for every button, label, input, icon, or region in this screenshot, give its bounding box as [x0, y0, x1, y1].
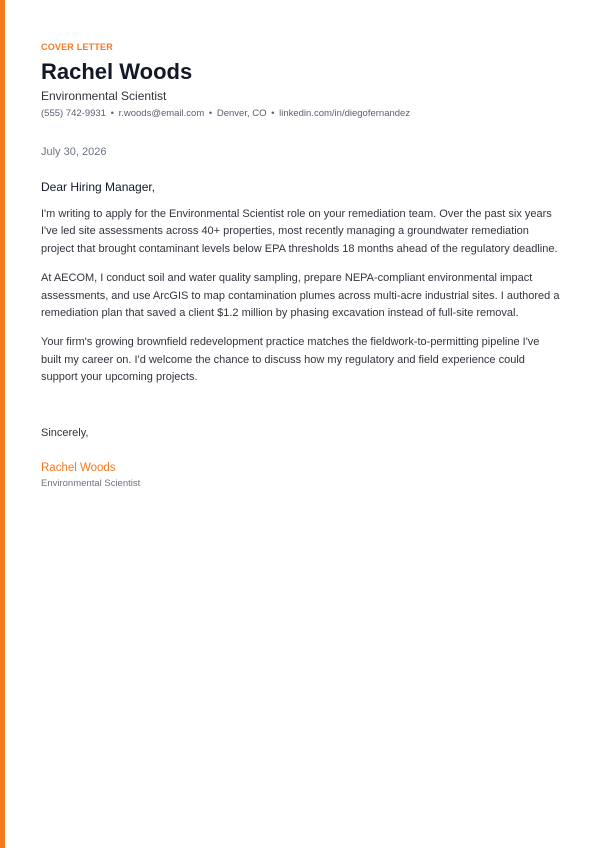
salutation: Dear Hiring Manager,	[41, 180, 156, 194]
contact-phone: (555) 742-9931	[41, 108, 106, 119]
letter-body	[41, 206, 561, 399]
document-label: COVER LETTER	[41, 42, 113, 52]
contact-linkedin: linkedin.com/in/diegofernandez	[279, 108, 411, 119]
applicant-name: Rachel Woods	[41, 59, 193, 84]
contact-separator: •	[208, 108, 213, 119]
contact-separator: •	[110, 108, 114, 119]
applicant-title: Environmental Scientist	[41, 89, 167, 103]
closing: Sincerely,	[41, 427, 89, 439]
signature-name: Rachel Woods	[41, 462, 116, 474]
contact-location: Denver, CO	[216, 108, 267, 119]
body-paragraph: Your firm's growing brownfield redevelopment practice matches the fieldwork-to-permitting pipeline I've built my career on. I'd welcome the chance to discuss how my regulatory and field experience could support your upcoming projects.	[41, 336, 540, 384]
signature-title: Environmental Scientist	[41, 478, 141, 489]
contact-separator: •	[271, 108, 275, 119]
letter-date: July 30, 2026	[41, 146, 107, 158]
body-paragraph: At AECOM, I conduct soil and water quality sampling, prepare NEPA-compliant environmental impact assessments, and use ArcGIS to map contamination plumes across multi-acre industrial sites. I authored a remediation plan that saved a client $1.2 million by phasing excavation instead of full-site removal.	[41, 272, 560, 320]
body-paragraph: I'm writing to apply for the Environmental Scientist role on your remediation team. Over the past six years I've led site assessments across 40+ properties, most recently managing a groundwater remediation project that brought contaminant levels below EPA thresholds 18 months ahead of the regulatory deadline.	[41, 208, 558, 255]
contact-email: r.woods@email.com	[118, 108, 205, 119]
contact-line	[41, 107, 410, 120]
accent-bar	[0, 0, 5, 848]
